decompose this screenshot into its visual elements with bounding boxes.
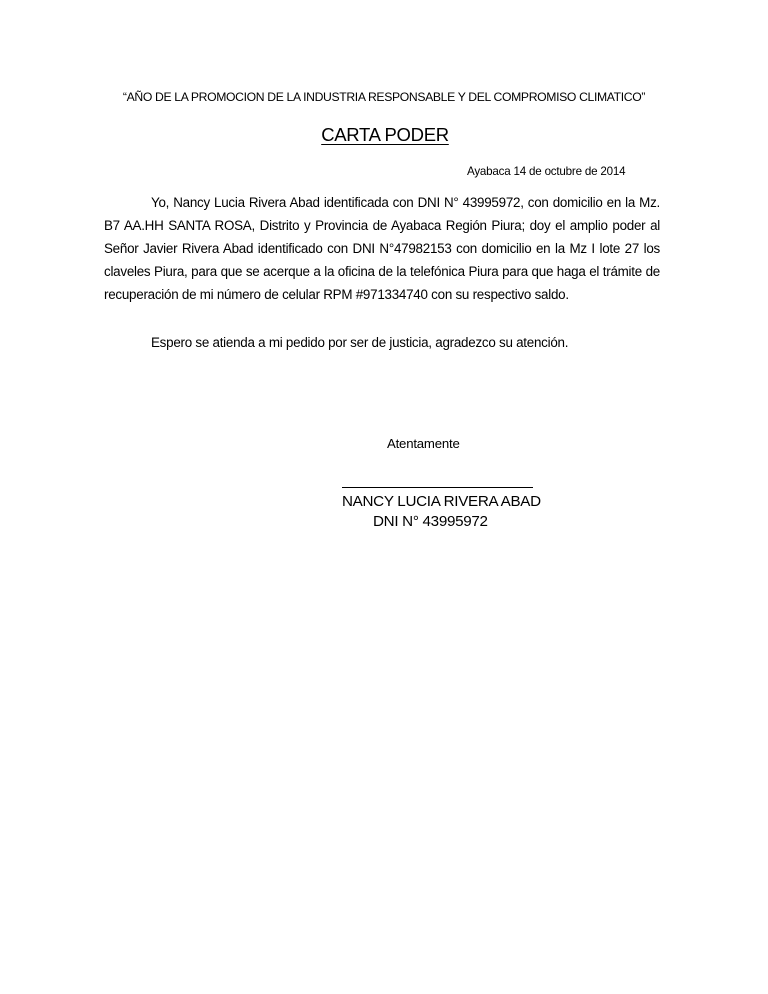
signer-dni: DNI N° 43995972 bbox=[373, 513, 488, 530]
closing-paragraph: Espero se atienda a mi pedido por ser de justicia, agradezco su atención. bbox=[151, 335, 569, 350]
place-and-date: Ayabaca 14 de octubre de 2014 bbox=[467, 165, 626, 178]
body-paragraph-text: Yo, Nancy Lucia Rivera Abad identificada con DNI N° 43995972, con domicilio en la Mz. B7 AA.HH SANTA ROSA, Distrito y Provincia de Ayabaca Región Piura; doy el amplio poder al Señor Javier Rivera Abad identificado con DNI N°47982153 con domicilio en la Mz I lote 27 los claveles Piura, para que se acerque a la oficina de la telefónica Piura para que haga el trámite de recuperación de mi número de celular RPM #971334740 con su respectivo saldo. bbox=[104, 195, 660, 302]
body-paragraph bbox=[104, 191, 660, 306]
signature-line bbox=[342, 487, 533, 488]
document-title-text: CARTA PODER bbox=[321, 124, 449, 145]
signer-name: NANCY LUCIA RIVERA ABAD bbox=[342, 493, 541, 510]
valediction: Atentamente bbox=[387, 436, 460, 451]
document-title bbox=[0, 124, 768, 146]
year-motto: “AÑO DE LA PROMOCION DE LA INDUSTRIA RESPONSABLE Y DEL COMPROMISO CLIMATICO” bbox=[122, 90, 646, 104]
